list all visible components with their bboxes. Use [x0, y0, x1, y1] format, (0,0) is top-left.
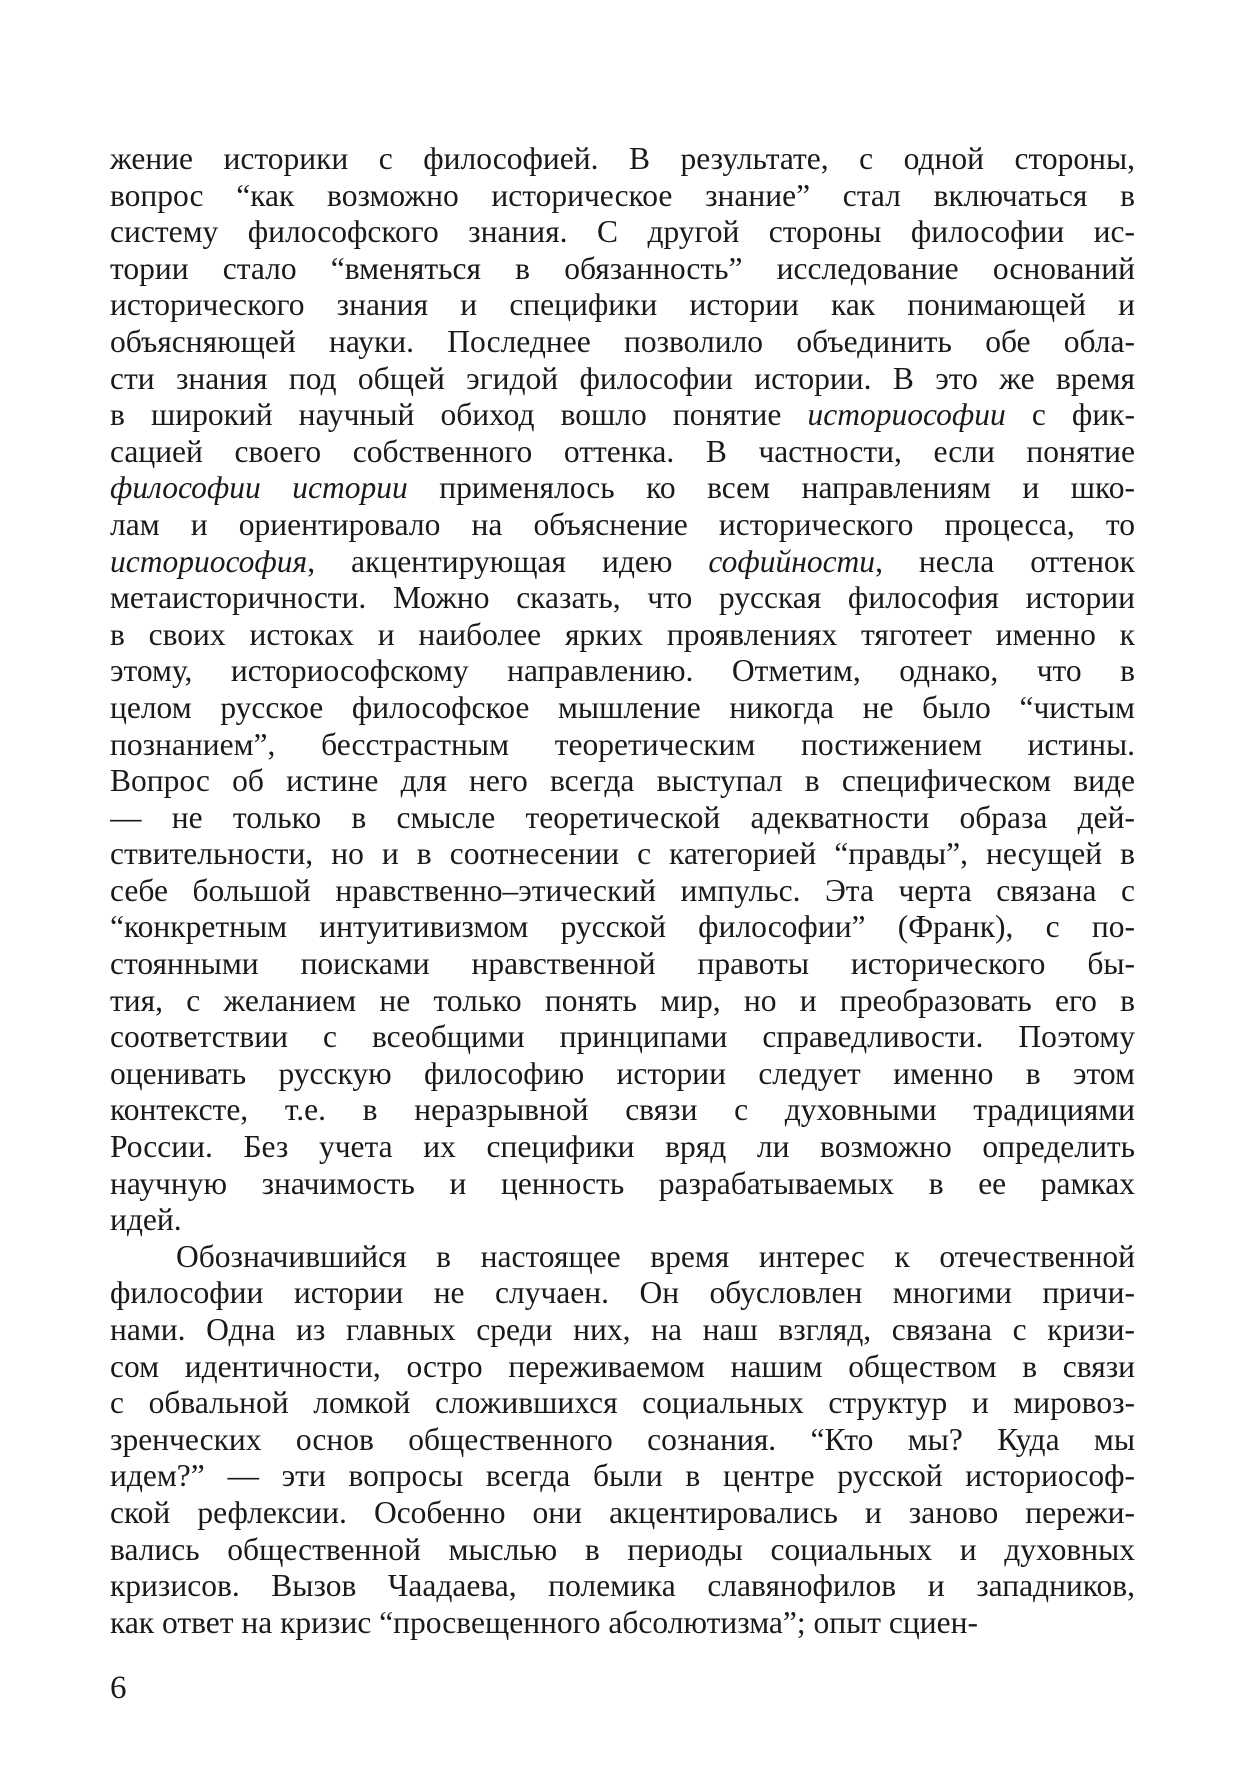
text-run: идем?” — эти вопросы всегда были в центре русской историософ- [110, 1458, 1135, 1494]
text-line [110, 361, 1135, 398]
text-run: философии истории не случаен. Он обусловлен многими причи- [110, 1275, 1135, 1311]
text-run: России. Без учета их специфики вряд ли возможно определить [110, 1129, 1135, 1165]
text-line [110, 580, 1135, 617]
italic-term: софийности [708, 543, 876, 579]
text-line [110, 1312, 1135, 1349]
text-line [110, 544, 1135, 581]
text-line [110, 251, 1135, 288]
text-line [110, 1092, 1135, 1129]
text-run: стоянными поисками нравственной правоты исторического бы- [110, 946, 1135, 982]
text-run: научную значимость и ценность разрабатываемых в ее рамках [110, 1165, 1135, 1201]
text-line [110, 1129, 1135, 1166]
text-run: систему философского знания. С другой стороны философии ис- [110, 214, 1135, 250]
text-line [110, 763, 1135, 800]
text-run: исторического знания и специфики истории как понимающей и [110, 287, 1135, 323]
italic-term: историософии [807, 397, 1006, 433]
text-line [110, 909, 1135, 946]
text-run: с фик- [1005, 397, 1135, 433]
text-line [110, 1568, 1135, 1605]
text-line [110, 727, 1135, 764]
text-line [110, 1166, 1135, 1203]
text-line [110, 836, 1135, 873]
text-run: вопрос “как возможно историческое знание” стал включаться в [110, 177, 1135, 213]
text-line [110, 946, 1135, 983]
text-line [110, 1202, 1135, 1239]
text-run: кризисов. Вызов Чаадаева, полемика славянофилов и западников, [110, 1568, 1135, 1604]
text-line [110, 287, 1135, 324]
text-line [110, 397, 1135, 434]
text-line [110, 1019, 1135, 1056]
text-line [110, 470, 1135, 507]
text-line [110, 1422, 1135, 1459]
text-line [110, 1349, 1135, 1386]
text-line [110, 983, 1135, 1020]
text-line [110, 617, 1135, 654]
text-run: целом русское философское мышление никогда не было “чистым [110, 689, 1135, 725]
text-run: идей. [110, 1202, 182, 1238]
text-line [110, 141, 1135, 178]
text-line [110, 1275, 1135, 1312]
text-line [110, 1385, 1135, 1422]
text-run: контексте, т.е. в неразрывной связи с духовными традициями [110, 1092, 1135, 1128]
text-run: объясняющей науки. Последнее позволило объединить обе обла- [110, 323, 1135, 359]
text-line [110, 873, 1135, 910]
italic-term: историософия [110, 543, 308, 579]
text-line [110, 800, 1135, 837]
text-run: — не только в смысле теоретической адекватности образа дей- [110, 799, 1135, 835]
text-run: жение историки с философией. В результате, с одной стороны, [110, 141, 1135, 176]
text-run: себе большой нравственно–этический импульс. Эта черта связана с [110, 872, 1135, 908]
text-line [110, 1056, 1135, 1093]
text-run: сом идентичности, остро переживаемом нашим обществом в связи [110, 1348, 1135, 1384]
text-run: применялось ко всем направлениям и шко- [407, 470, 1135, 506]
text-run: Вопрос об истине для него всегда выступал в специфическом виде [110, 763, 1135, 799]
text-line [110, 214, 1135, 251]
text-line [110, 1239, 1135, 1276]
text-line [110, 1458, 1135, 1495]
paragraph-2 [110, 1239, 1135, 1642]
text-line [110, 690, 1135, 727]
text-run: соответствии с всеобщими принципами справедливости. Поэтому [110, 1019, 1135, 1055]
text-run: сацией своего собственного оттенка. В частности, если понятие [110, 433, 1135, 469]
text-run: сти знания под общей эгидой философии истории. В это же время [110, 360, 1135, 396]
text-line [110, 507, 1135, 544]
text-run: с обвальной ломкой сложившихся социальных структур и мировоз- [110, 1385, 1135, 1421]
text-run: вались общественной мыслью в периоды социальных и духовных [110, 1531, 1135, 1567]
text-line [110, 1532, 1135, 1569]
text-run: , несла оттенок [875, 543, 1135, 579]
text-line [110, 1495, 1135, 1532]
text-line [110, 1605, 1135, 1642]
text-run: как ответ на кризис “просвещенного абсолютизма”; опыт сциен- [110, 1604, 978, 1640]
text-run: тия, с желанием не только понять мир, но и преобразовать его в [110, 982, 1135, 1018]
text-run: лам и ориентировало на объяснение исторического процесса, то [110, 506, 1135, 542]
text-line [110, 178, 1135, 215]
page-number: 6 [110, 1670, 127, 1706]
text-run: этому, историософскому направлению. Отметим, однако, что в [110, 653, 1135, 689]
text-run: нами. Одна из главных среди них, на наш взгляд, связана с кризи- [110, 1312, 1135, 1347]
text-run: Обозначившийся в настоящее время интерес к отечественной [176, 1238, 1135, 1274]
text-run: , акцентирующая идею [307, 543, 709, 579]
text-line [110, 434, 1135, 471]
text-run: оценивать русскую философию истории следует именно в этом [110, 1055, 1135, 1091]
text-run: “конкретным интуитивизмом русской философии” (Франк), с по- [110, 909, 1135, 945]
text-run: в своих истоках и наиболее ярких проявлениях тяготеет именно к [110, 616, 1135, 652]
text-line [110, 324, 1135, 361]
text-run: ской рефлексии. Особенно они акцентировались и заново пережи- [110, 1494, 1135, 1530]
italic-term: философии истории [110, 470, 408, 506]
text-run: метаисторичности. Можно сказать, что русская философия истории [110, 580, 1135, 616]
text-run: ствительности, но и в соотнесении с категорией “правды”, несущей в [110, 836, 1135, 872]
text-run: тории стало “вменяться в обязанность” исследование оснований [110, 250, 1135, 286]
text-run: познанием”, бесстрастным теоретическим постижением истины. [110, 726, 1135, 762]
paragraph-1 [110, 141, 1135, 1239]
body-text [110, 141, 1135, 1641]
text-run: в широкий научный обиход вошло понятие [110, 397, 808, 433]
text-line [110, 653, 1135, 690]
text-run: зренческих основ общественного сознания. “Кто мы? Куда мы [110, 1421, 1135, 1457]
